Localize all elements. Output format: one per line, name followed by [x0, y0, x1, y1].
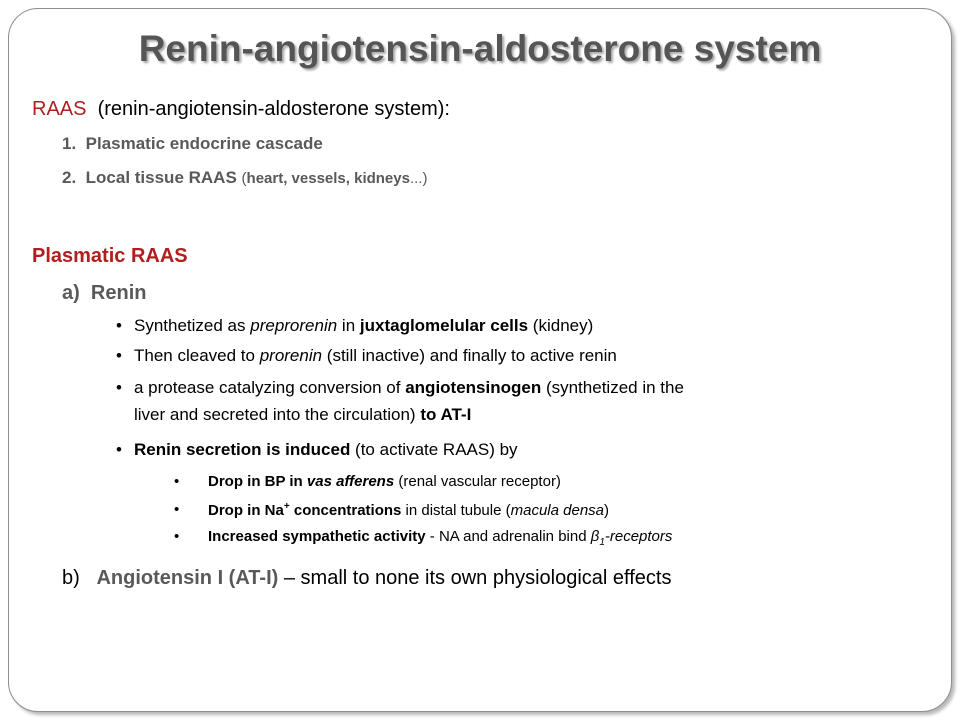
sub-bullet-glyph: •: [174, 528, 180, 545]
item-detail: heart, vessels, kidneys: [246, 170, 410, 187]
intro-item-2: [62, 168, 427, 188]
item-paren-open: (: [241, 170, 247, 187]
subsection-marker: b): [62, 567, 80, 589]
section-heading: Plasmatic RAAS: [32, 245, 188, 267]
intro-line: [32, 98, 450, 121]
bullet-glyph: •: [116, 440, 122, 459]
intro-item-1: [62, 134, 323, 154]
renin-bullet-1: Synthetized as preprorenin in juxtaglomelular cells (kidney): [134, 316, 594, 335]
subsection-b: [62, 567, 671, 590]
subsection-label: Angiotensin I (AT-I): [96, 567, 279, 589]
subsection-marker: a): [62, 282, 80, 304]
raas-abbr: RAAS: [32, 98, 87, 120]
item-text: Plasmatic endocrine cascade: [85, 134, 323, 153]
bullet-glyph: •: [116, 316, 122, 335]
renin-trigger-3: Increased sympathetic activity - NA and adrenalin bind $\beta_1$-receptors: [208, 528, 673, 548]
renin-bullet-3-cont: liver and secreted into the circulation) to AT-I: [134, 405, 472, 424]
bullet-glyph: •: [116, 378, 122, 397]
raas-full: (renin-angiotensin-aldosterone system):: [97, 98, 450, 120]
renin-bullet-3: a protease catalyzing conversion of angiotensinogen (synthetized in the: [134, 378, 684, 397]
item-number: 1.: [62, 134, 77, 153]
renin-bullet-2: Then cleaved to prorenin (still inactive) and finally to active renin: [134, 346, 617, 365]
item-number: 2.: [62, 168, 77, 187]
renin-trigger-2: Drop in Na+ concentrations in distal tubule (macula densa): [208, 501, 610, 519]
item-text: Local tissue RAAS: [85, 168, 237, 187]
renin-trigger-1: Drop in BP in vas afferens (renal vascular receptor): [208, 473, 561, 490]
sub-bullet-glyph: •: [174, 501, 180, 518]
subsection-label: Renin: [90, 282, 147, 304]
sub-bullet-glyph: •: [174, 473, 180, 490]
subsection-a: [62, 282, 146, 305]
renin-bullet-4: Renin secretion is induced (to activate RAAS) by: [134, 440, 518, 459]
bullet-glyph: •: [116, 346, 122, 365]
item-paren-close: ...): [409, 170, 428, 187]
slide-title: Renin-angiotensin-aldosterone system: [138, 28, 822, 69]
subsection-text: – small to none its own physiological effects: [278, 567, 672, 589]
